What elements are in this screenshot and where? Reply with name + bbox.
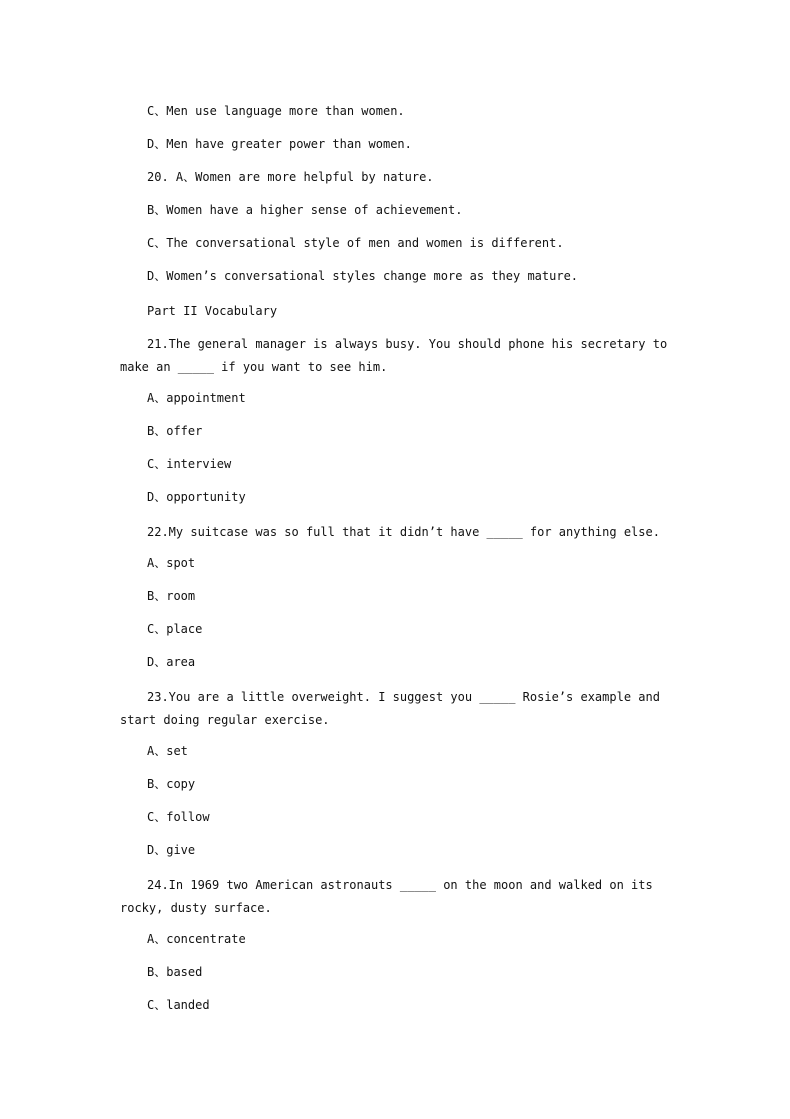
q19-option-c: C、Men use language more than women. bbox=[147, 104, 405, 118]
q23-stem-line1: 23.You are a little overweight. I suggest you _____ Rosie’s example and bbox=[147, 690, 660, 704]
q22-option-c: C、place bbox=[147, 622, 203, 636]
q23-option-d: D、give bbox=[147, 843, 196, 857]
q20-option-d: D、Women’s conversational styles change more as they mature. bbox=[147, 269, 579, 283]
q22-option-a: A、spot bbox=[147, 556, 196, 570]
q21-stem-line1: 21.The general manager is always busy. You should phone his secretary to bbox=[147, 337, 668, 351]
q21-option-b: B、offer bbox=[147, 424, 203, 438]
q20-option-c: C、The conversational style of men and women is different. bbox=[147, 236, 564, 250]
q22-stem-line1: 22.My suitcase was so full that it didn’t have _____ for anything else. bbox=[147, 525, 660, 539]
q21-option-a: A、appointment bbox=[147, 391, 246, 405]
section-heading: Part II Vocabulary bbox=[147, 304, 278, 318]
q20-option-a: 20. A、Women are more helpful by nature. bbox=[147, 170, 434, 184]
q22-option-b: B、room bbox=[147, 589, 196, 603]
q24-option-b: B、based bbox=[147, 965, 203, 979]
q20-option-b: B、Women have a higher sense of achievement. bbox=[147, 203, 463, 217]
q23-option-a: A、set bbox=[147, 744, 188, 758]
q22-option-d: D、area bbox=[147, 655, 196, 669]
q24-stem-line1: 24.In 1969 two American astronauts _____ on the moon and walked on its bbox=[147, 878, 653, 892]
q23-stem-line2: start doing regular exercise. bbox=[120, 713, 330, 727]
q21-option-c: C、interview bbox=[147, 457, 232, 471]
q23-option-c: C、follow bbox=[147, 810, 210, 824]
q21-stem-line2: make an _____ if you want to see him. bbox=[120, 360, 388, 374]
q19-option-d: D、Men have greater power than women. bbox=[147, 137, 412, 151]
q23-option-b: B、copy bbox=[147, 777, 196, 791]
q24-stem-line2: rocky, dusty surface. bbox=[120, 901, 272, 915]
q24-option-c: C、landed bbox=[147, 998, 210, 1012]
q24-option-a: A、concentrate bbox=[147, 932, 246, 946]
q21-option-d: D、opportunity bbox=[147, 490, 246, 504]
